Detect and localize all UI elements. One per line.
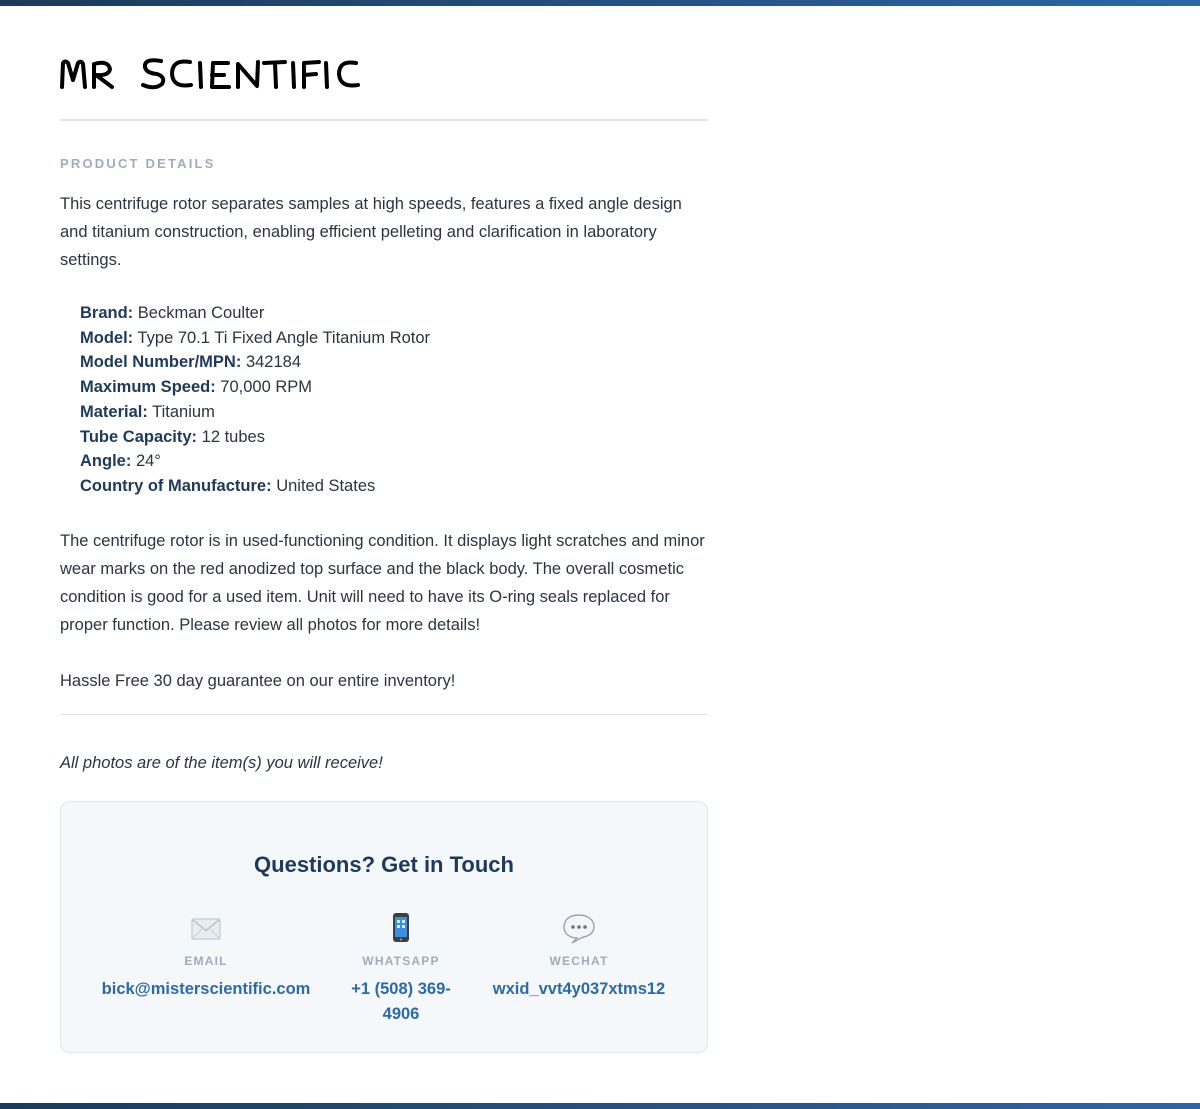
spec-value: 12 tubes bbox=[201, 427, 265, 446]
contact-label-email: EMAIL bbox=[184, 954, 228, 968]
brand-logo bbox=[60, 50, 370, 94]
speech-bubble-icon bbox=[559, 912, 599, 944]
spec-key: Country of Manufacture: bbox=[80, 476, 272, 495]
photos-note: All photos are of the item(s) you will receive! bbox=[60, 754, 383, 772]
spec-item-mpn bbox=[80, 350, 708, 375]
contact-label-whatsapp: WHATSAPP bbox=[362, 954, 440, 968]
spec-key: Maximum Speed: bbox=[80, 378, 216, 397]
product-intro: This centrifuge rotor separates samples at high speeds, features a fixed angle design and titanium construction, enabling efficient pelleting and clarification in laboratory settings. bbox=[60, 195, 682, 269]
spec-item-country bbox=[80, 474, 708, 499]
spec-key: Model Number/MPN: bbox=[80, 353, 242, 372]
spec-item-max-speed bbox=[80, 375, 708, 400]
spec-key: Brand: bbox=[80, 304, 134, 322]
bottom-accent-bar bbox=[0, 1103, 1200, 1109]
contact-title: Questions? Get in Touch bbox=[254, 852, 514, 877]
spec-value: 342184 bbox=[245, 353, 301, 372]
section-label-product-details: PRODUCT DETAILS bbox=[60, 156, 216, 171]
spec-key: Material: bbox=[80, 402, 148, 421]
content-divider bbox=[60, 714, 708, 715]
wechat-id-link[interactable]: wxid_vvt4y037xtms12 bbox=[492, 980, 666, 998]
mobile-phone-icon bbox=[381, 912, 421, 944]
contact-item-whatsapp bbox=[351, 912, 451, 1027]
spec-item-model bbox=[80, 326, 708, 351]
spec-value: Type 70.1 Ti Fixed Angle Titanium Rotor bbox=[137, 328, 431, 347]
header-divider bbox=[60, 119, 708, 121]
spec-value: Titanium bbox=[152, 402, 215, 421]
spec-value: Beckman Coulter bbox=[137, 304, 265, 322]
spec-item-material bbox=[80, 400, 708, 425]
envelope-icon bbox=[186, 912, 226, 944]
spec-item-tube-capacity bbox=[80, 425, 708, 450]
spec-list bbox=[80, 301, 708, 499]
spec-key: Model: bbox=[80, 328, 134, 347]
contact-item-email bbox=[91, 912, 321, 1002]
spec-value: 70,000 RPM bbox=[220, 378, 313, 397]
spec-key: Angle: bbox=[80, 452, 132, 471]
spec-value: 24° bbox=[135, 452, 161, 471]
guarantee-text: Hassle Free 30 day guarantee on our entire inventory! bbox=[60, 672, 456, 690]
email-link[interactable]: bick@misterscientific.com bbox=[101, 980, 311, 998]
condition-description: The centrifuge rotor is in used-functioning condition. It displays light scratches and minor wear marks on the red anodized top surface and the black body. The overall cosmetic condition is good for a used item. Unit will need to have its O-ring seals replaced for proper function. Please review all photos for more details! bbox=[60, 532, 705, 634]
whatsapp-link[interactable]: +1 (508) 369-4906 bbox=[351, 980, 451, 1023]
top-accent-bar bbox=[0, 0, 1200, 6]
spec-value: United States bbox=[276, 476, 376, 495]
spec-item-angle bbox=[80, 449, 708, 474]
contact-label-wechat: WECHAT bbox=[549, 954, 609, 968]
spec-key: Tube Capacity: bbox=[80, 427, 198, 446]
contact-item-wechat bbox=[481, 912, 677, 1002]
spec-item-brand bbox=[80, 301, 708, 326]
contact-panel bbox=[60, 801, 708, 1053]
